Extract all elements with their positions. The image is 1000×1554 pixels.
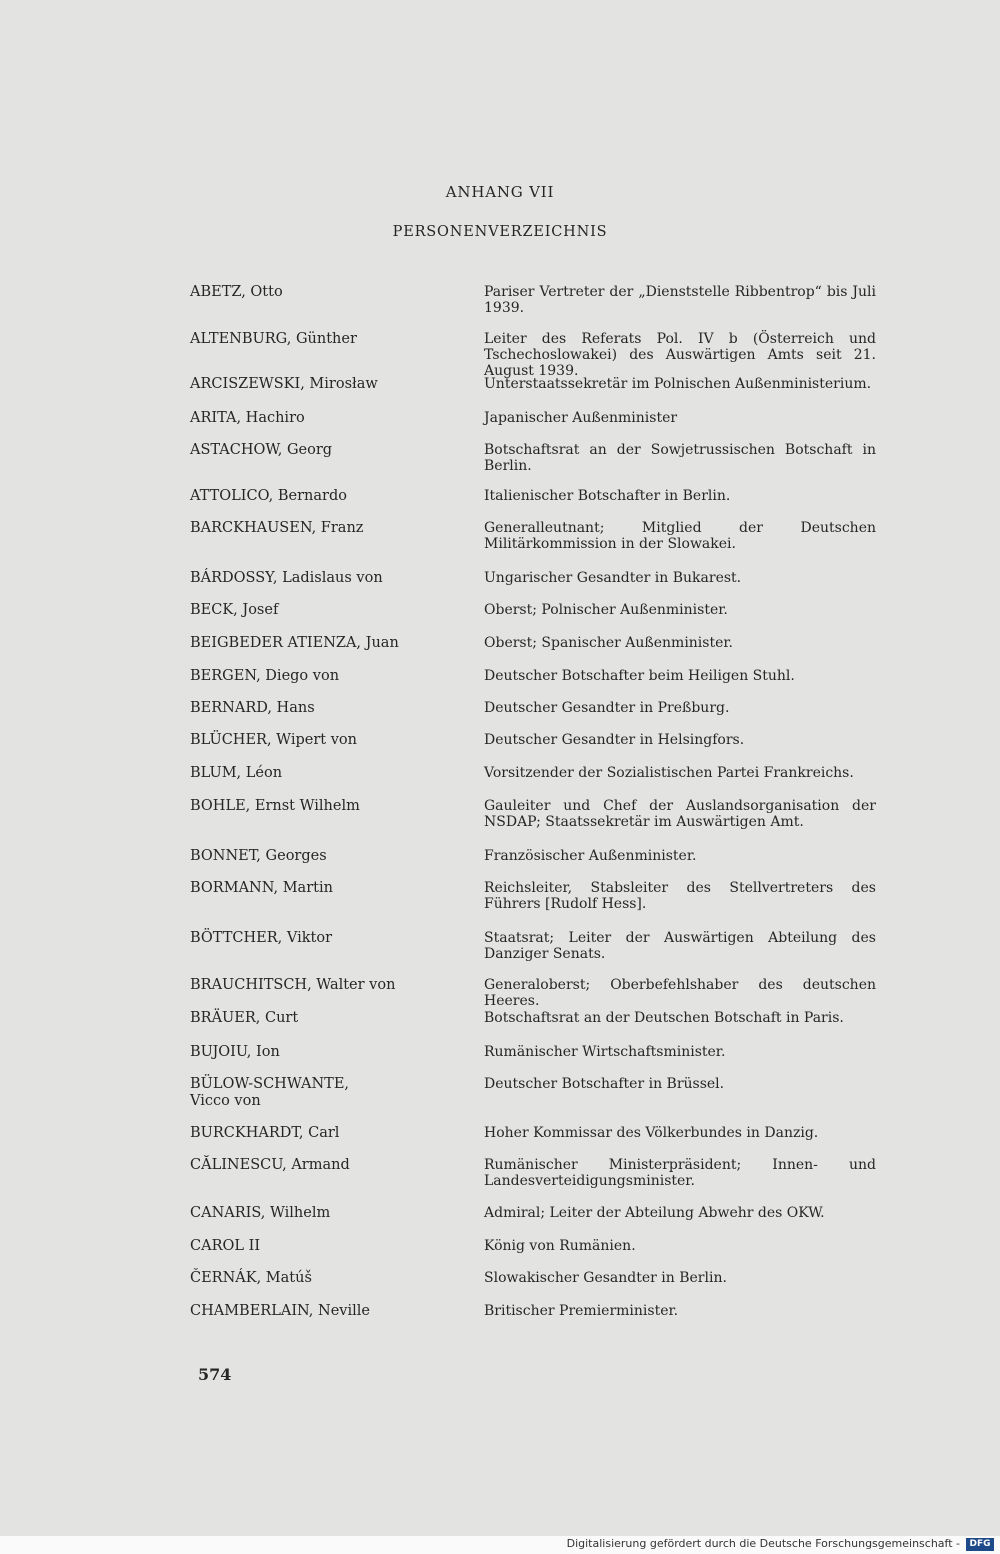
entry-name: ČERNÁK, Matúš — [190, 1270, 312, 1286]
entry-description: Botschaftsrat an der Sowjetrussischen Botschaft in Berlin. — [484, 442, 876, 474]
entry-description: Rumänischer Ministerpräsident; Innen- und Landesverteidigungsminister. — [484, 1157, 876, 1189]
entry-name: BECK, Josef — [190, 602, 279, 618]
entry-description: Deutscher Botschafter beim Heiligen Stuhl. — [484, 668, 795, 684]
entry-description: Italienischer Botschafter in Berlin. — [484, 488, 731, 504]
entry-description: Oberst; Polnischer Außenminister. — [484, 602, 728, 618]
footer-bar — [0, 1536, 1000, 1554]
entry-description: Slowakischer Gesandter in Berlin. — [484, 1270, 727, 1286]
entry-description: Staatsrat; Leiter der Auswärtigen Abteilung des Danziger Senats. — [484, 930, 876, 962]
entry-description: Japanischer Außenminister — [484, 410, 678, 426]
entry-name: ARCISZEWSKI, Mirosław — [190, 376, 378, 392]
entry-description: Vorsitzender der Sozialistischen Partei Frankreichs. — [484, 765, 854, 781]
entry-name: BURCKHARDT, Carl — [190, 1125, 340, 1141]
entry-name: CANARIS, Wilhelm — [190, 1205, 331, 1221]
entry-description: Ungarischer Gesandter in Bukarest. — [484, 570, 742, 586]
entry-description: Generalleutnant; Mitglied der Deutschen Militärkommission in der Slowakei. — [484, 520, 876, 552]
entry-name: ALTENBURG, Günther — [190, 331, 357, 347]
entry-name: BÜLOW-SCHWANTE, Vicco von — [190, 1076, 350, 1109]
entry-description: Französischer Außenminister. — [484, 848, 697, 864]
entry-description: Deutscher Botschafter in Brüssel. — [484, 1076, 725, 1092]
appendix-heading: ANHANG VII — [445, 183, 555, 201]
entry-description: Botschaftsrat an der Deutschen Botschaft in Paris. — [484, 1010, 844, 1026]
entry-name: BOHLE, Ernst Wilhelm — [190, 798, 360, 814]
entry-name: BUJOIU, Ion — [190, 1044, 280, 1060]
entry-description: Generaloberst; Oberbefehlshaber des deutschen Heeres. — [484, 977, 876, 1009]
entry-name: BERGEN, Diego von — [190, 668, 340, 684]
entry-name: BARCKHAUSEN, Franz — [190, 520, 364, 536]
dfg-logo: DFG — [966, 1538, 994, 1551]
entry-name: BORMANN, Martin — [190, 880, 333, 896]
page-number: 574 — [198, 1365, 232, 1384]
entry-description: König von Rumänien. — [484, 1238, 636, 1254]
entry-description: Deutscher Gesandter in Preßburg. — [484, 700, 730, 716]
entry-description: Pariser Vertreter der „Dienststelle Ribbentrop“ bis Juli 1939. — [484, 284, 876, 316]
entry-description: Leiter des Referats Pol. IV b (Österreich und Tschechoslowakei) des Auswärtigen Amts seit 21. August 1939. — [484, 331, 876, 379]
entry-name: BÁRDOSSY, Ladislaus von — [190, 570, 383, 586]
entry-name: BLUM, Léon — [190, 765, 283, 781]
entry-description: Reichsleiter, Stabsleiter des Stellvertreters des Führers [Rudolf Hess]. — [484, 880, 876, 912]
entry-description: Hoher Kommissar des Völkerbundes in Danzig. — [484, 1125, 819, 1141]
entry-name: BRAUCHITSCH, Walter von — [190, 977, 396, 993]
entry-name: ASTACHOW, Georg — [190, 442, 333, 458]
entry-description: Deutscher Gesandter in Helsingfors. — [484, 732, 745, 748]
entry-name: ATTOLICO, Bernardo — [190, 488, 347, 504]
entry-name: CHAMBERLAIN, Neville — [190, 1303, 370, 1319]
entry-name: ABETZ, Otto — [190, 284, 283, 300]
footer-credit-text: Digitalisierung gefördert durch die Deutsche Forschungsgemeinschaft - — [566, 1537, 960, 1550]
entry-description: Rumänischer Wirtschaftsminister. — [484, 1044, 726, 1060]
entry-name: CĂLINESCU, Armand — [190, 1157, 350, 1173]
entry-name: BLÜCHER, Wipert von — [190, 732, 357, 748]
entry-name: CAROL II — [190, 1238, 261, 1254]
entry-description: Admiral; Leiter der Abteilung Abwehr des OKW. — [484, 1205, 825, 1221]
entry-name: BONNET, Georges — [190, 848, 327, 864]
page-title: PERSONENVERZEICHNIS — [392, 224, 608, 240]
entry-name: BRÄUER, Curt — [190, 1010, 299, 1026]
entry-name: BÖTTCHER, Viktor — [190, 930, 333, 946]
entry-description: Unterstaatssekretär im Polnischen Außenministerium. — [484, 376, 872, 392]
entry-name: BERNARD, Hans — [190, 700, 315, 716]
entry-description: Britischer Premierminister. — [484, 1303, 679, 1319]
entry-description: Oberst; Spanischer Außenminister. — [484, 635, 733, 651]
entry-description: Gauleiter und Chef der Auslandsorganisation der NSDAP; Staatssekretär im Auswärtigen Amt. — [484, 798, 876, 830]
entry-name: ARITA, Hachiro — [190, 410, 305, 426]
entry-name: BEIGBEDER ATIENZA, Juan — [190, 635, 399, 651]
